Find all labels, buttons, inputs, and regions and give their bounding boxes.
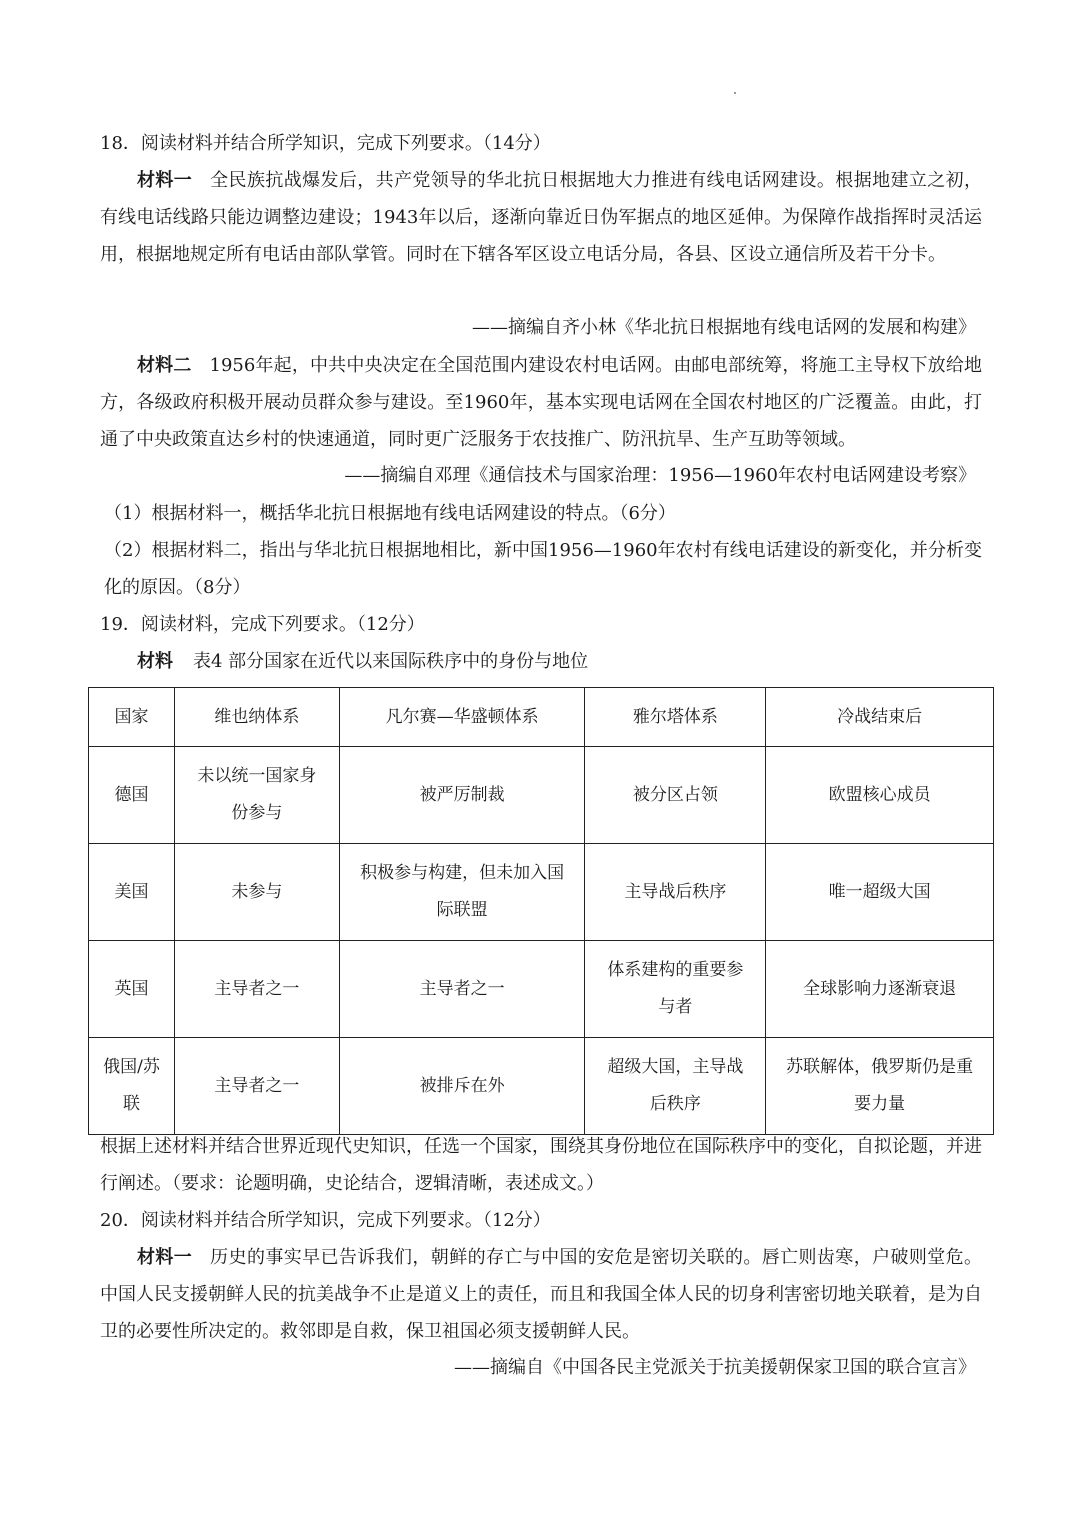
table-cell: 被排斥在外	[339, 1038, 585, 1135]
q19-task: 根据上述材料并结合世界近现代史知识，任选一个国家，围绕其身份地位在国际秩序中的变化，自拟论题，并进行阐述。（要求：论题明确，史论结合，逻辑清晰，表述成文。）	[100, 1136, 982, 1194]
q20-material-1	[100, 1239, 982, 1350]
table-cell: 积极参与构建，但未加入国际联盟	[339, 844, 585, 941]
q18-material-1	[100, 162, 982, 273]
table-row	[89, 747, 994, 844]
table-row	[89, 1038, 994, 1135]
q18-material-1-source: ——摘编自齐小林《华北抗日根据地有线电话网的发展和构建》	[472, 317, 976, 338]
q20-title: 20．阅读材料并结合所学知识，完成下列要求。（12分）	[100, 1210, 551, 1231]
q19-title: 19．阅读材料，完成下列要求。（12分）	[100, 614, 425, 635]
scan-speck	[734, 92, 736, 94]
table-cell: 未以统一国家身份参与	[174, 747, 339, 844]
q18-material-1-text: 全民族抗战爆发后，共产党领导的华北抗日根据地大力推进有线电话网建设。根据地建立之初，有线电话线路只能边调整边建设；1943年以后，逐渐向靠近日伪军据点的地区延伸。为保障作战指挥时灵活运用，根据地规定所有电话由部队掌管。同时在下辖各军区设立电话分局，各县、区设立通信所及若干分卡。	[100, 170, 983, 265]
q18-title: 18．阅读材料并结合所学知识，完成下列要求。（14分）	[100, 133, 551, 154]
table-cell-country: 俄国/苏联	[89, 1038, 175, 1135]
table-cell: 唯一超级大国	[766, 844, 994, 941]
table-row	[89, 941, 994, 1038]
q18-subquestion-2: （2）根据材料二，指出与华北抗日根据地相比，新中国1956—1960年农村有线电话建设的新变化，并分析变化的原因。（8分）	[104, 540, 982, 598]
q19-caption-text: 表4 部分国家在近代以来国际秩序中的身份与地位	[193, 651, 589, 672]
q20-material-1-source: ——摘编自《中国各民主党派关于抗美援朝保家卫国的联合宣言》	[454, 1357, 976, 1378]
q20-material-1-label: 材料一	[137, 1247, 193, 1268]
q19-table-caption	[137, 651, 985, 673]
table-cell: 未参与	[174, 844, 339, 941]
table-cell: 主导者之一	[339, 941, 585, 1038]
q20-material-1-text: 历史的事实早已告诉我们，朝鲜的存亡与中国的安危是密切关联的。唇亡则齿寒，户破则堂危。中国人民支援朝鲜人民的抗美战争不止是道义上的责任，而且和我国全体人民的切身利害密切地关联着，是为自卫的必要性所决定的。救邻即是自救，保卫祖国必须支援朝鲜人民。	[100, 1247, 983, 1342]
q19-table	[88, 687, 994, 1135]
table-header-cell: 冷战结束后	[766, 688, 994, 747]
table-cell: 欧盟核心成员	[766, 747, 994, 844]
q18-subquestion-1: （1）根据材料一，概括华北抗日根据地有线电话网建设的特点。（6分）	[104, 503, 676, 524]
table-header-row	[89, 688, 994, 747]
table-cell: 超级大国，主导战后秩序	[585, 1038, 766, 1135]
table-cell-country: 德国	[89, 747, 175, 844]
table-cell: 全球影响力逐渐衰退	[766, 941, 994, 1038]
table-header-cell: 凡尔赛—华盛顿体系	[339, 688, 585, 747]
table-header-cell: 国家	[89, 688, 175, 747]
q18-material-2	[100, 347, 982, 458]
q18-material-2-source: ——摘编自邓理《通信技术与国家治理：1956—1960年农村电话网建设考察》	[344, 465, 976, 486]
table-header-cell: 雅尔塔体系	[585, 688, 766, 747]
table-cell: 主导者之一	[174, 1038, 339, 1135]
q18-material-2-text: 1956年起，中共中央决定在全国范围内建设农村电话网。由邮电部统筹，将施工主导权下放给地方，各级政府积极开展动员群众参与建设。至1960年，基本实现电话网在全国农村地区的广泛覆盖。由此，打通了中央政策直达乡村的快速通道，同时更广泛服务于农技推广、防汛抗旱、生产互助等领域。	[100, 355, 983, 450]
table-cell: 被分区占领	[585, 747, 766, 844]
table-cell: 主导者之一	[174, 941, 339, 1038]
table-cell-country: 英国	[89, 941, 175, 1038]
q18-material-1-label: 材料一	[137, 170, 193, 191]
table-row	[89, 844, 994, 941]
table-cell: 体系建构的重要参与者	[585, 941, 766, 1038]
table-header-cell: 维也纳体系	[174, 688, 339, 747]
table-cell: 主导战后秩序	[585, 844, 766, 941]
table-cell-country: 美国	[89, 844, 175, 941]
table-cell: 被严厉制裁	[339, 747, 585, 844]
q18-material-2-label: 材料二	[137, 355, 192, 376]
q19-caption-label: 材料	[137, 651, 173, 672]
table-cell: 苏联解体，俄罗斯仍是重要力量	[766, 1038, 994, 1135]
